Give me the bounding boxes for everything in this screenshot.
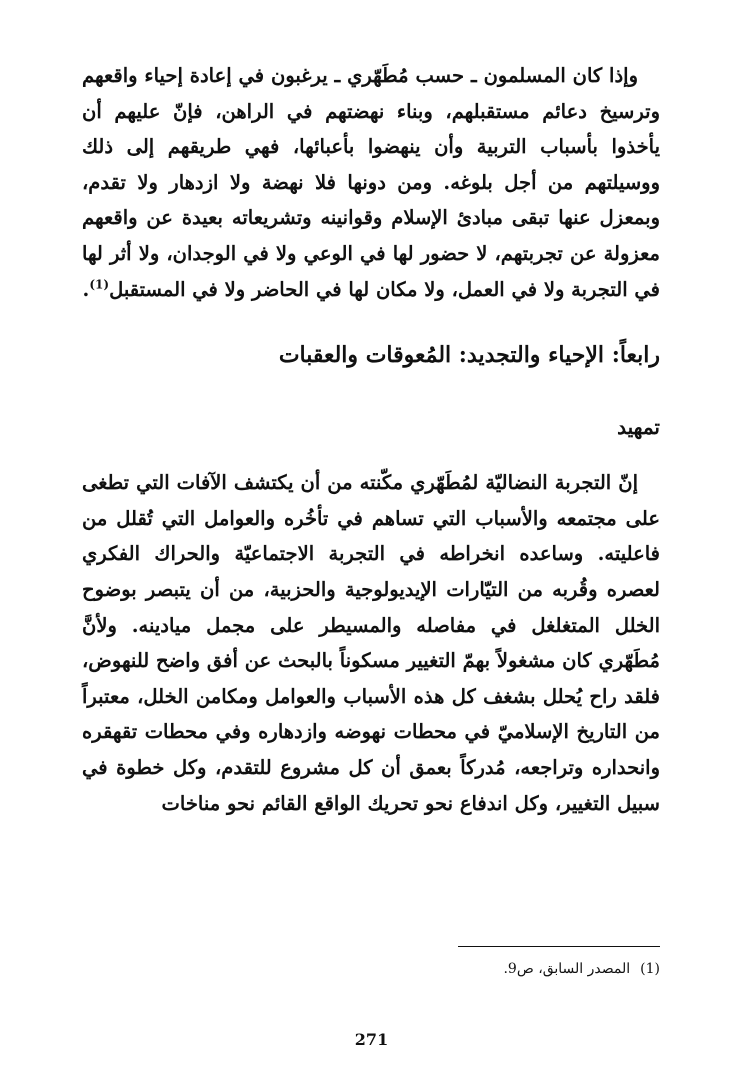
footnote-divider: [458, 946, 660, 947]
section-subheading: تمهيد: [617, 415, 660, 440]
footnote-number: (1): [640, 961, 660, 977]
footnote-text: المصدر السابق، ص9.: [503, 961, 631, 977]
paragraph-1-text: وإذا كان المسلمون ـ حسب مُطَهّري ـ يرغبون في إعادة إحياء واقعهم وترسيخ دعائم مستقبلهم، وبناء نهضتهم في الراهن، فإنّ عليهم أن يأخذوا بأسباب التربية وأن ينهضوا بأعبائها، فهي طريقهم إلى ذلك ووسيلتهم من أجل بلوغه. ومن دونها فلا نهضة ولا ازدهار ولا تقدم، وبمعزل عنها تبقى مبادئ الإسلام وقوانينه وتشريعاته بعيدة عن واقعهم معزولة عن تجربتهم، لا حضور لها في الوعي ولا في الوجدان، ولا أثر لها في التجربة ولا في العمل، ولا مكان لها في الحاضر ولا في المستقبل: [82, 64, 661, 301]
page-body: [82, 58, 660, 1058]
footnote-reference[interactable]: (1): [89, 277, 110, 292]
page-number: 271: [354, 1030, 389, 1049]
body-paragraph-1: [82, 58, 660, 307]
body-paragraph-2: إنّ التجربة النضاليّة لمُطَهّري مكّنته من أن يكتشف الآفات التي تطغى على مجتمعه والأسباب التي تساهم في تأخُره والعوامل التي تُقلل من فاعليته. وساعده انخراطه في التجربة الاجتماعيّة والحراك الفكري لعصره وقُربه من التيّارات الإيديولوجية والحزبية، من أن يتبصر بوضوح الخلل المتغلغل في مفاصله والمسيطر على مجمل ميادينه. ولأنَّ مُطَهّري كان مشغولاً بهمّ التغيير مسكوناً بالبحث عن أفق واضح للنهوض، فلقد راح يُحلل بشغف كل هذه الأسباب والعوامل ومكامن الخلل، معتبراً من التاريخ الإسلاميّ في محطات نهوضه وازدهاره وفي محطات تقهقره وانحداره وتراجعه، مُدركاً بعمق أن كل مشروع للتقدم، وكل خطوة في سبيل التغيير، وكل اندفاع نحو تحريك الواقع القائم نحو مناخات: [82, 471, 660, 815]
paragraph-1-end: .: [82, 277, 90, 301]
footnote: [503, 958, 660, 980]
section-heading: رابعاً: الإحياء والتجديد: المُعوقات والعقبات: [278, 342, 660, 369]
